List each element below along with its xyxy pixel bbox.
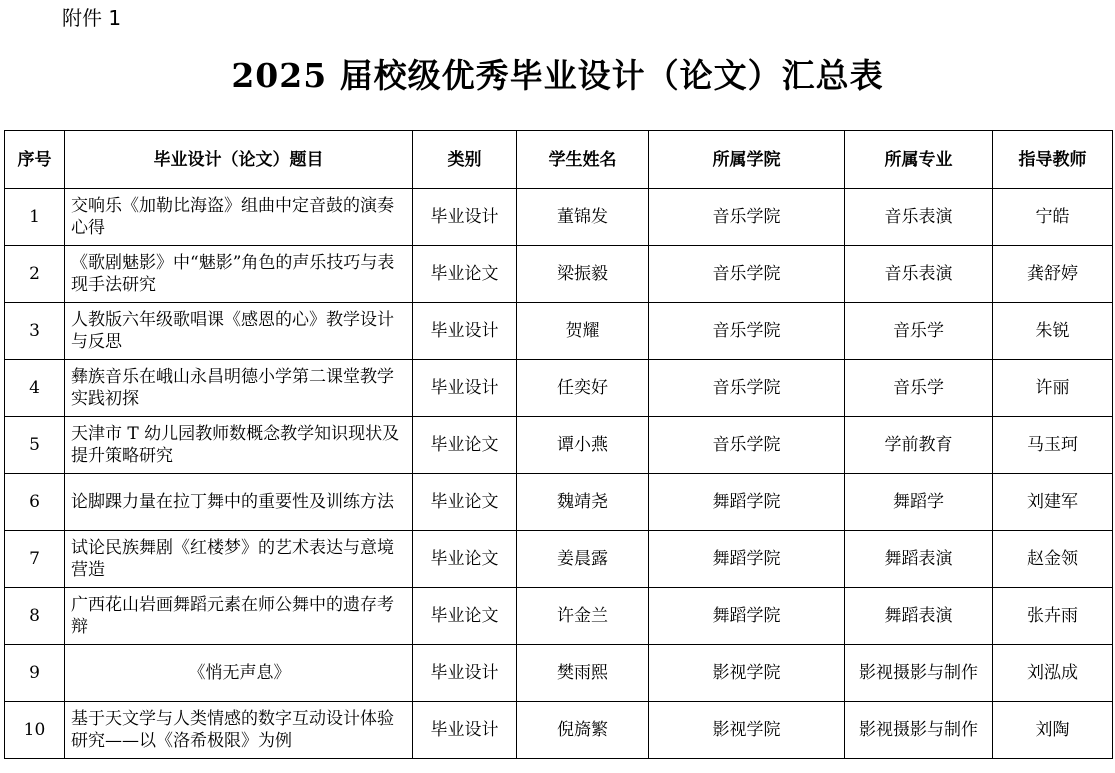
cell-major: 舞蹈表演 bbox=[845, 588, 993, 645]
summary-table bbox=[4, 130, 1113, 759]
cell-category: 毕业论文 bbox=[413, 417, 517, 474]
header-major: 所属专业 bbox=[845, 131, 993, 189]
cell-advisor: 赵金领 bbox=[993, 531, 1113, 588]
cell-student: 姜晨露 bbox=[517, 531, 649, 588]
table-row bbox=[5, 474, 1113, 531]
cell-college: 舞蹈学院 bbox=[649, 531, 845, 588]
cell-topic: 论脚踝力量在拉丁舞中的重要性及训练方法 bbox=[65, 474, 413, 531]
cell-advisor: 朱锐 bbox=[993, 303, 1113, 360]
cell-category: 毕业论文 bbox=[413, 531, 517, 588]
cell-student: 梁振毅 bbox=[517, 246, 649, 303]
cell-topic: 彝族音乐在峨山永昌明德小学第二课堂教学实践初探 bbox=[65, 360, 413, 417]
cell-topic: 《悄无声息》 bbox=[65, 645, 413, 702]
cell-seq: 3 bbox=[5, 303, 65, 360]
cell-advisor: 马玉珂 bbox=[993, 417, 1113, 474]
cell-advisor: 刘陶 bbox=[993, 702, 1113, 759]
cell-college: 音乐学院 bbox=[649, 303, 845, 360]
cell-major: 音乐表演 bbox=[845, 189, 993, 246]
cell-major: 音乐学 bbox=[845, 360, 993, 417]
cell-college: 音乐学院 bbox=[649, 246, 845, 303]
cell-seq: 9 bbox=[5, 645, 65, 702]
table-row bbox=[5, 645, 1113, 702]
cell-major: 学前教育 bbox=[845, 417, 993, 474]
cell-seq: 6 bbox=[5, 474, 65, 531]
cell-seq: 4 bbox=[5, 360, 65, 417]
cell-college: 舞蹈学院 bbox=[649, 474, 845, 531]
header-topic: 毕业设计（论文）题目 bbox=[65, 131, 413, 189]
cell-category: 毕业论文 bbox=[413, 474, 517, 531]
cell-seq: 5 bbox=[5, 417, 65, 474]
cell-seq: 8 bbox=[5, 588, 65, 645]
cell-advisor: 刘建军 bbox=[993, 474, 1113, 531]
cell-college: 影视学院 bbox=[649, 645, 845, 702]
cell-major: 影视摄影与制作 bbox=[845, 645, 993, 702]
table-row bbox=[5, 189, 1113, 246]
cell-topic: 广西花山岩画舞蹈元素在师公舞中的遗存考辩 bbox=[65, 588, 413, 645]
table-row bbox=[5, 417, 1113, 474]
cell-topic: 人教版六年级歌唱课《感恩的心》教学设计与反思 bbox=[65, 303, 413, 360]
cell-category: 毕业设计 bbox=[413, 360, 517, 417]
cell-college: 音乐学院 bbox=[649, 360, 845, 417]
header-college: 所属学院 bbox=[649, 131, 845, 189]
cell-student: 许金兰 bbox=[517, 588, 649, 645]
cell-college: 舞蹈学院 bbox=[649, 588, 845, 645]
cell-category: 毕业设计 bbox=[413, 189, 517, 246]
cell-advisor: 许丽 bbox=[993, 360, 1113, 417]
cell-topic: 试论民族舞剧《红楼梦》的艺术表达与意境营造 bbox=[65, 531, 413, 588]
cell-student: 倪旖繁 bbox=[517, 702, 649, 759]
cell-student: 樊雨熙 bbox=[517, 645, 649, 702]
header-student: 学生姓名 bbox=[517, 131, 649, 189]
header-advisor: 指导教师 bbox=[993, 131, 1113, 189]
cell-seq: 2 bbox=[5, 246, 65, 303]
cell-category: 毕业设计 bbox=[413, 645, 517, 702]
cell-college: 音乐学院 bbox=[649, 417, 845, 474]
header-category: 类别 bbox=[413, 131, 517, 189]
table-header-row bbox=[5, 131, 1113, 189]
document-title: 2025 届校级优秀毕业设计（论文）汇总表 bbox=[231, 56, 884, 95]
cell-college: 音乐学院 bbox=[649, 189, 845, 246]
cell-seq: 7 bbox=[5, 531, 65, 588]
cell-major: 音乐表演 bbox=[845, 246, 993, 303]
cell-topic: 《歌剧魅影》中“魅影”角色的声乐技巧与表现手法研究 bbox=[65, 246, 413, 303]
cell-advisor: 龚舒婷 bbox=[993, 246, 1113, 303]
cell-major: 舞蹈学 bbox=[845, 474, 993, 531]
table-row bbox=[5, 702, 1113, 759]
table-row bbox=[5, 360, 1113, 417]
cell-student: 魏靖尧 bbox=[517, 474, 649, 531]
cell-seq: 1 bbox=[5, 189, 65, 246]
attachment-label: 附件 1 bbox=[62, 6, 122, 30]
cell-topic: 交响乐《加勒比海盗》组曲中定音鼓的演奏心得 bbox=[65, 189, 413, 246]
cell-category: 毕业设计 bbox=[413, 303, 517, 360]
cell-seq: 10 bbox=[5, 702, 65, 759]
cell-category: 毕业论文 bbox=[413, 588, 517, 645]
cell-student: 谭小燕 bbox=[517, 417, 649, 474]
cell-major: 舞蹈表演 bbox=[845, 531, 993, 588]
cell-student: 贺耀 bbox=[517, 303, 649, 360]
cell-advisor: 刘泓成 bbox=[993, 645, 1113, 702]
header-seq: 序号 bbox=[5, 131, 65, 189]
cell-topic: 基于天文学与人类情感的数字互动设计体验研究——以《洛希极限》为例 bbox=[65, 702, 413, 759]
table-row bbox=[5, 531, 1113, 588]
cell-category: 毕业设计 bbox=[413, 702, 517, 759]
cell-college: 影视学院 bbox=[649, 702, 845, 759]
table-row bbox=[5, 588, 1113, 645]
table-row bbox=[5, 246, 1113, 303]
cell-student: 董锦发 bbox=[517, 189, 649, 246]
cell-topic: 天津市 T 幼儿园教师数概念教学知识现状及提升策略研究 bbox=[65, 417, 413, 474]
cell-advisor: 宁皓 bbox=[993, 189, 1113, 246]
cell-major: 音乐学 bbox=[845, 303, 993, 360]
cell-major: 影视摄影与制作 bbox=[845, 702, 993, 759]
cell-advisor: 张卉雨 bbox=[993, 588, 1113, 645]
cell-category: 毕业论文 bbox=[413, 246, 517, 303]
cell-student: 任奕好 bbox=[517, 360, 649, 417]
table-row bbox=[5, 303, 1113, 360]
